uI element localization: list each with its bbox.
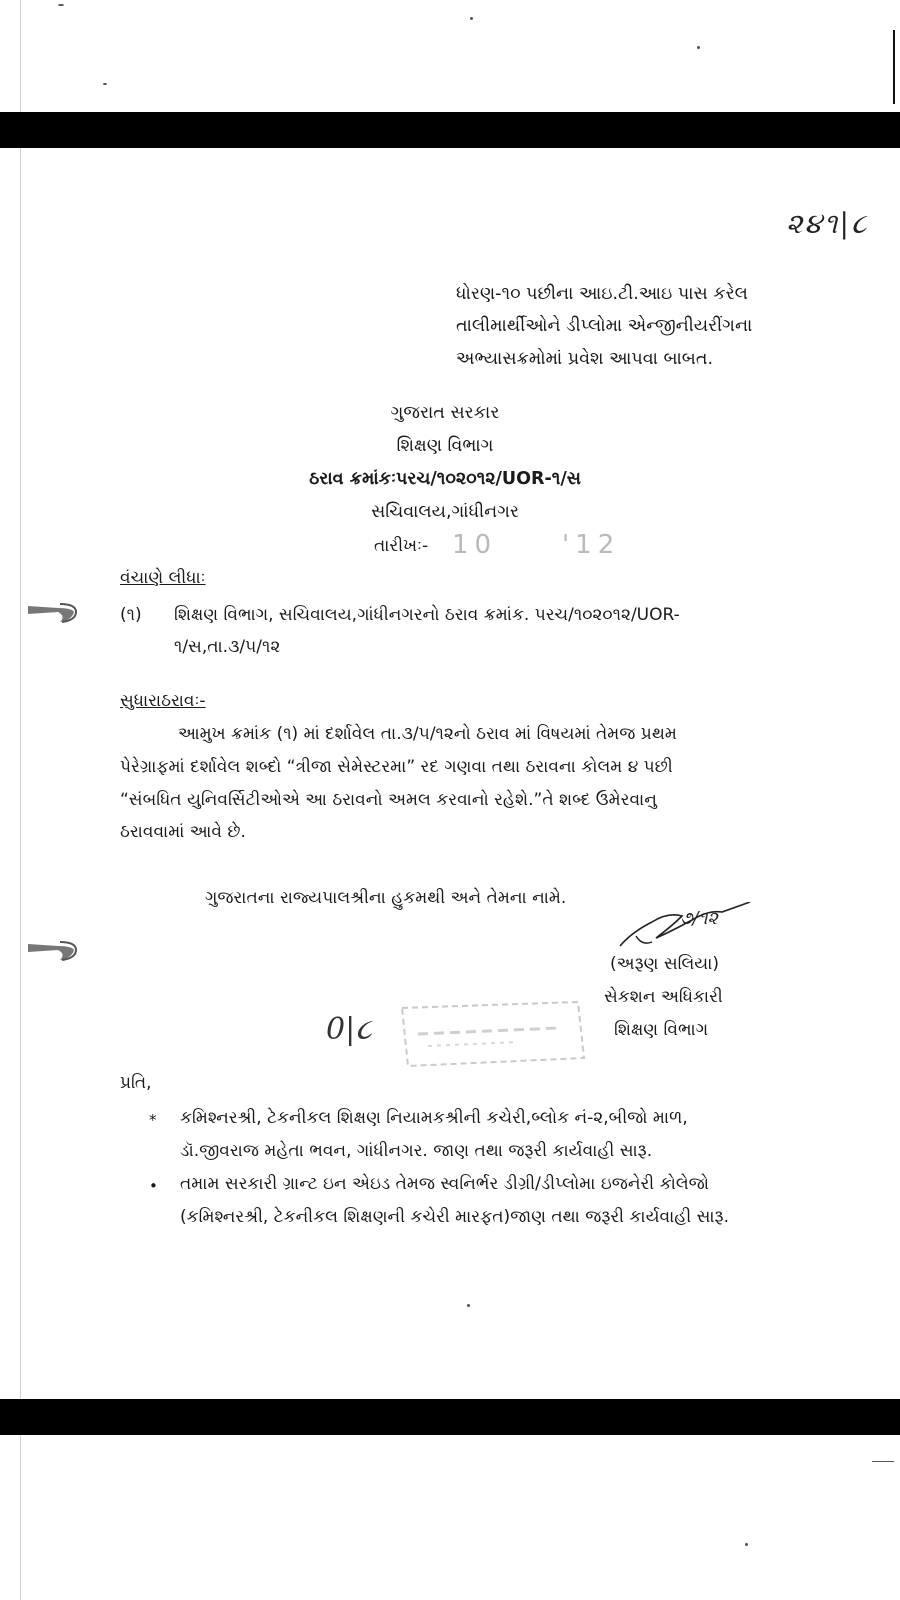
scan-speck [697,46,700,49]
government-name: ગુજરાત સરકાર [390,403,500,423]
signatory-designation: સેકશન અધિકારી [604,987,723,1007]
subject-line: તાલીમાર્થીઓને ડીપ્લોમા એન્જીનીયરીંગના [456,316,753,336]
left-page-edge [0,0,21,1600]
read-item-number: (૧) [120,605,142,625]
punch-hole-mark [28,938,78,962]
scan-speck [872,1461,894,1462]
signatory-department: શિક્ષણ વિભાગ [614,1020,709,1040]
faded-inward-stamp [398,1000,588,1070]
copy-to-item-line: ડૉ.જીવરાજ મહેતા ભવન, ગાંધીનગર. જાણ તથા જરૂરી કાર્યવાહી સારૂ. [180,1141,653,1161]
bullet-marker: • [149,1177,158,1195]
amendment-line: ઠરાવવામાં આવે છે. [120,822,246,842]
signature-date-scrawl: ૭/૧૨ [680,908,718,929]
scan-speck [467,1304,470,1307]
read-item-line: ૧/સ,તા.૩/૫/૧૨ [174,637,281,657]
amendment-line: પેરેગ્રાફમાં દર્શાવેલ શબ્દો “ત્રીજા સેમેસ્ટરમા” રદ ગણવા તથા ઠરાવના કોલમ ૪ પછી [120,757,673,777]
closing-line: ગુજરાતના રાજ્યપાલશ્રીના હુકમથી અને તેમના નામે. [205,888,567,908]
subject-line: ધોરણ-૧૦ પછીના આઇ.ટી.આઇ પાસ કરેલ [456,284,748,304]
bottom-black-band [0,1399,900,1435]
department-name: શિક્ષણ વિભાગ [396,436,494,456]
read-heading: વંચાણે લીધાઃ [120,568,206,588]
scan-speck [103,83,107,85]
date-stamp-year: '12 [562,530,621,560]
subject-line: અભ્યાસક્રમોમાં પ્રવેશ આપવા બાબત. [456,349,714,369]
copy-to-item-line: (કમિશ્નરશ્રી, ટેકનીકલ શિક્ષણની કચેરી મારફત)જાણ તથા જરૂરી કાર્યવાહી સારૂ. [180,1207,729,1227]
date-label: તારીખઃ- [374,536,429,556]
scan-speck [745,1543,748,1546]
punch-hole-mark [28,600,78,624]
copy-to-heading: પ્રતિ, [120,1073,152,1093]
right-edge-rule [893,30,895,104]
handwritten-margin-note: 0|૮ [326,1012,372,1047]
copy-to-item-line: તમામ સરકારી ગ્રાન્ટ ઇન એઇડ તેમજ સ્વનિર્ભર ડીગ્રી/ડીપ્લોમા ઇજનેરી કોલેજો [180,1174,710,1194]
amendment-heading: સુધારાઠરાવઃ- [120,691,206,711]
date-stamp-day: 10 [452,530,498,560]
read-item-line: શિક્ષણ વિભાગ, સચિવાલય,ગાંધીનગરનો ઠરાવ ક્રમાંક. પરચ/૧૦૨૦૧૨/UOR- [174,605,680,625]
office-location: સચિવાલય,ગાંધીનગર [371,502,519,522]
amendment-line: “સંબધિત યુનિવર્સિટીઓએ આ ઠરાવનો અમલ કરવાનો રહેશે.”તે શબ્દ ઉમેરવાનુ [120,790,657,810]
copy-to-item-line: કમિશ્નરશ્રી, ટેકનીકલ શિક્ષણ નિયામકશ્રીની કચેરી,બ્લોક નં-૨,બીજો માળ, [180,1108,688,1128]
scan-speck [470,17,473,20]
top-black-band [0,112,900,148]
signatory-name: (અરૂણ સલિયા) [610,954,720,974]
bullet-marker: * [149,1111,157,1129]
handwritten-reference-number: ૨૪૧|૮ [786,207,869,240]
scan-speck [58,4,64,6]
resolution-number: ઠરાવ ક્રમાંકઃપરચ/૧૦૨૦૧૨/UOR-૧/સ [309,469,581,489]
amendment-line: આમુખ ક્રમાંક (૧) માં દર્શાવેલ તા.૩/૫/૧૨નો ઠરાવ માં વિષયમાં તેમજ પ્રથમ [178,724,677,744]
